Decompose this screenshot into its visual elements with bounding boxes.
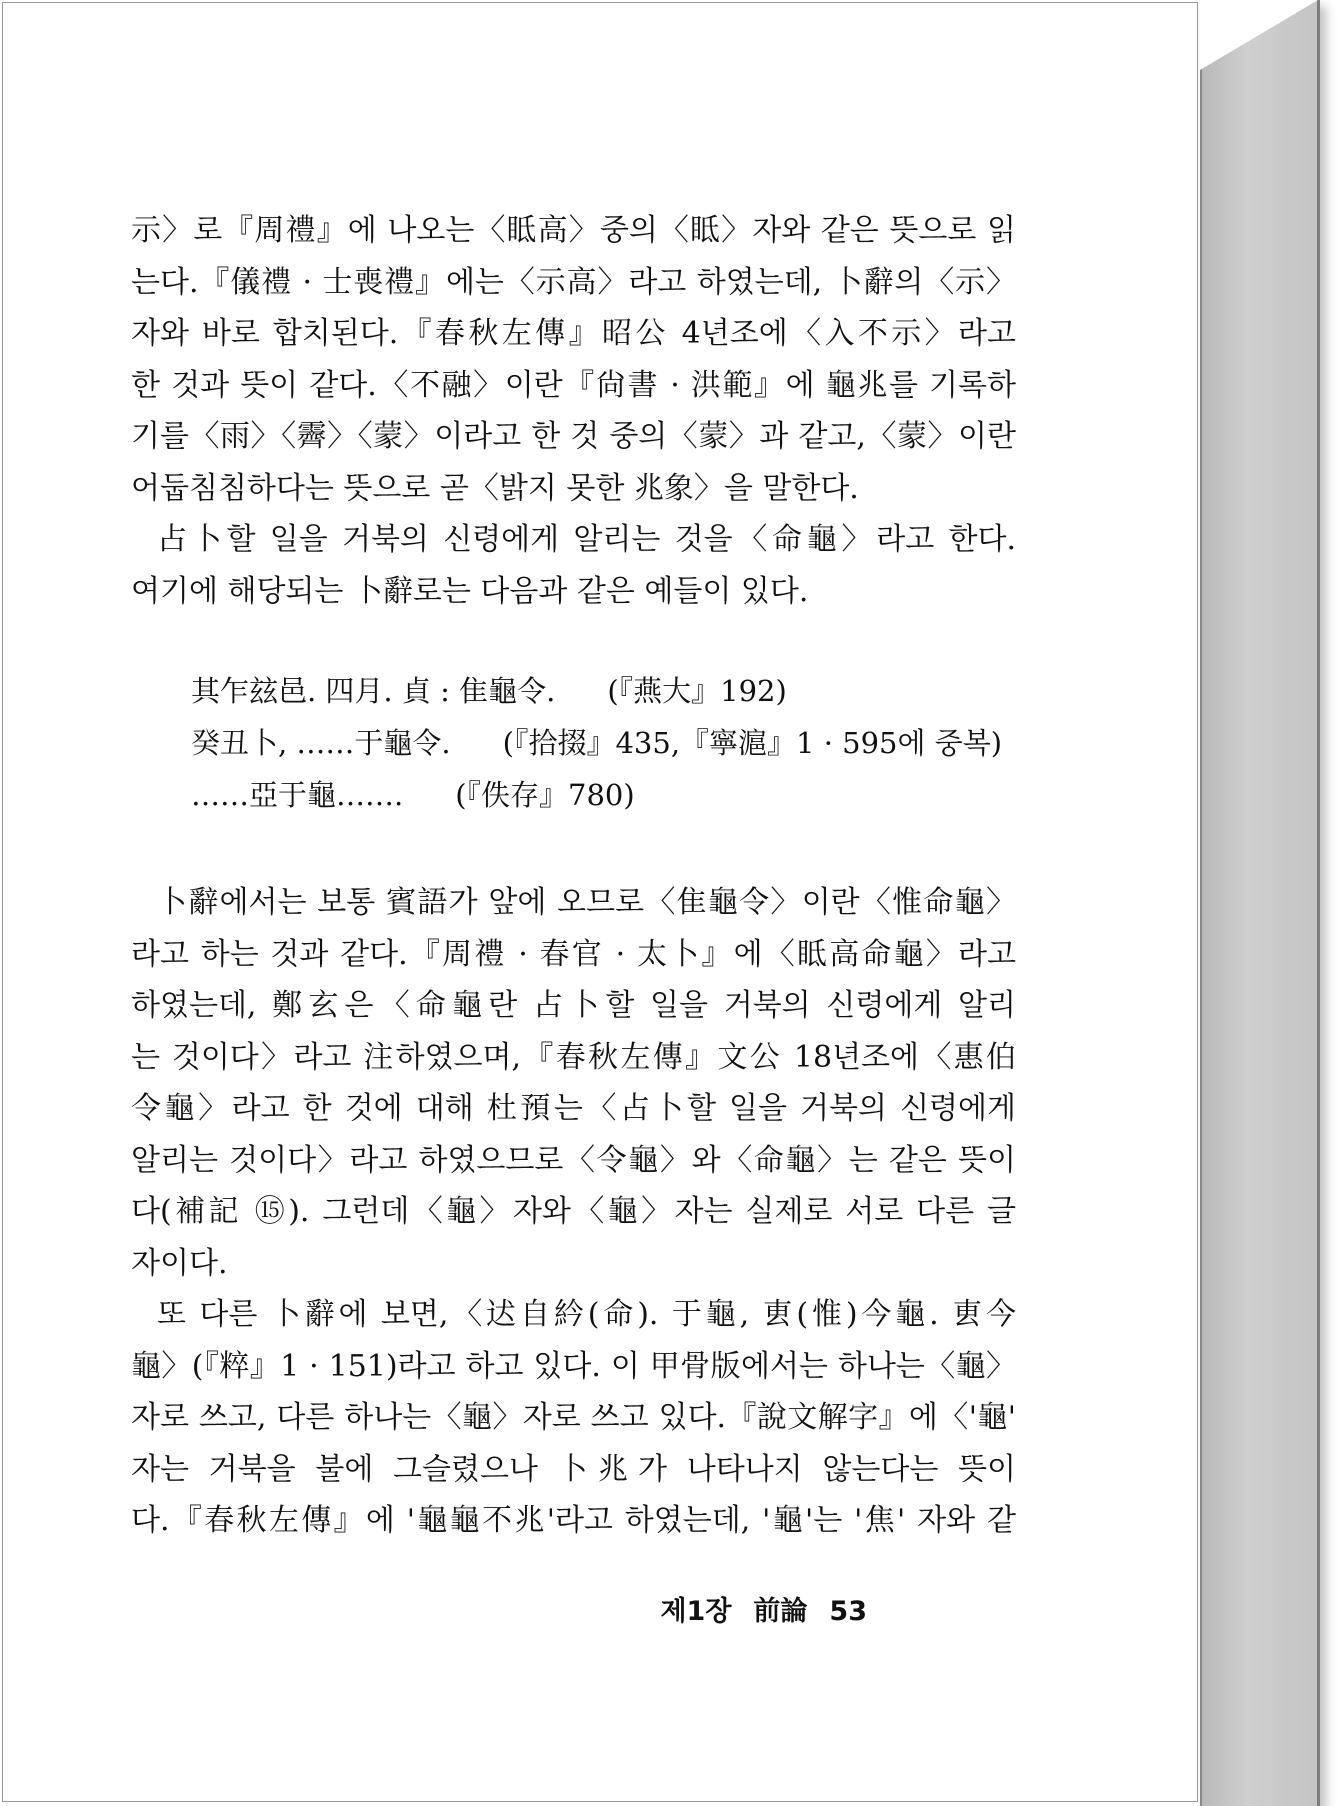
quoted-inscription [131,665,1016,717]
text-line: 令龜〉라고 한 것에 대해 杜預는〈占卜할 일을 거북의 신령에게 [131,1091,1016,1126]
page-body [131,205,1016,1547]
text-line: 자이다. [131,1245,228,1281]
inscription-text: ……亞于龜……. [191,778,404,812]
text-line: 卜辭에서는 보통 賓語가 앞에 오므로〈隹龜令〉이란〈惟命龜〉 [157,885,1016,920]
text-line: 占卜할 일을 거북의 신령에게 알리는 것을〈命龜〉라고 한다. [157,522,1016,557]
inscription-text: 癸丑卜, ……于龜令. [191,726,451,760]
chapter-label: 제1장 [660,1596,732,1627]
book-edge [1200,0,1320,1806]
text-line: 자와 바로 합치된다.『春秋左傳』昭公 4년조에〈入不示〉라고 [131,316,1016,351]
text-line: 자로 쓰고, 다른 하나는〈龜〉자로 쓰고 있다.『說文解字』에〈'龜' [131,1400,1016,1435]
inscription-source: (『燕大』192) [607,674,787,708]
quoted-inscription [131,717,1016,769]
text-line: 하였는데, 鄭玄은〈命龜란 占卜할 일을 거북의 신령에게 알리 [131,988,1016,1023]
text-line: 여기에 해당되는 卜辭로는 다음과 같은 예들이 있다. [131,573,809,609]
text-line: 는다.『儀禮 · 士喪禮』에는〈示高〉라고 하였는데, 卜辭의〈示〉 [131,264,1016,300]
page-number: 53 [829,1596,867,1627]
text-line: 한 것과 뜻이 같다.〈不融〉이란『尙書 · 洪範』에 龜兆를 기록하 [131,367,1016,403]
text-line: 자는 거북을 불에 그슬렸으나 卜兆가 나타나지 않는다는 뜻이 [131,1451,1016,1487]
running-footer [638,1589,867,1628]
book-page [2,2,1198,1802]
inscription-source: (『拾掇』435,『寧滬』1 · 595에 중복) [502,726,1003,760]
text-line: 어둡침침하다는 뜻으로 곧〈밝지 못한 兆象〉을 말한다. [131,470,859,506]
text-line: 또 다른 卜辭에 보면,〈迖⾃紟(命). 于龜, 叀(惟)今龜. 叀今 [157,1297,1016,1332]
text-line: 다.『春秋左傳』에 '龜龜不兆'라고 하였는데, '龜'는 '焦' 자와 같 [131,1503,1016,1538]
quoted-inscription [131,769,1016,821]
text-line: 라고 하는 것과 같다.『周禮 · 春官 · 太卜』에〈眡高命龜〉라고 [131,936,1016,972]
text-line: 알리는 것이다〉라고 하였으므로〈令龜〉와〈命龜〉는 같은 뜻이 [131,1142,1016,1178]
inscription-source: (『佚存』780) [455,778,635,812]
text-line: 龜〉(『粹』1 · 151)라고 하고 있다. 이 甲骨版에서는 하나는〈龜〉 [131,1348,1016,1384]
text-line: 示〉로『周禮』에 나오는〈眡高〉중의〈眡〉자와 같은 뜻으로 읽 [131,213,1016,248]
inscription-text: 其乍玆邑. 四月. 貞 : 隹龜令. [191,674,556,708]
section-label: 前論 [753,1596,808,1627]
text-line: 는 것이다〉라고 注하였으며,『春秋左傳』文公 18년조에〈惠伯 [131,1039,1016,1075]
text-line: 기를〈雨〉〈霽〉〈蒙〉이라고 한 것 중의〈蒙〉과 같고,〈蒙〉이란 [131,419,1016,454]
text-line: 다(補記 ⑮). 그런데〈龜〉자와〈龜〉자는 실제로 서로 다른 글 [131,1194,1016,1229]
